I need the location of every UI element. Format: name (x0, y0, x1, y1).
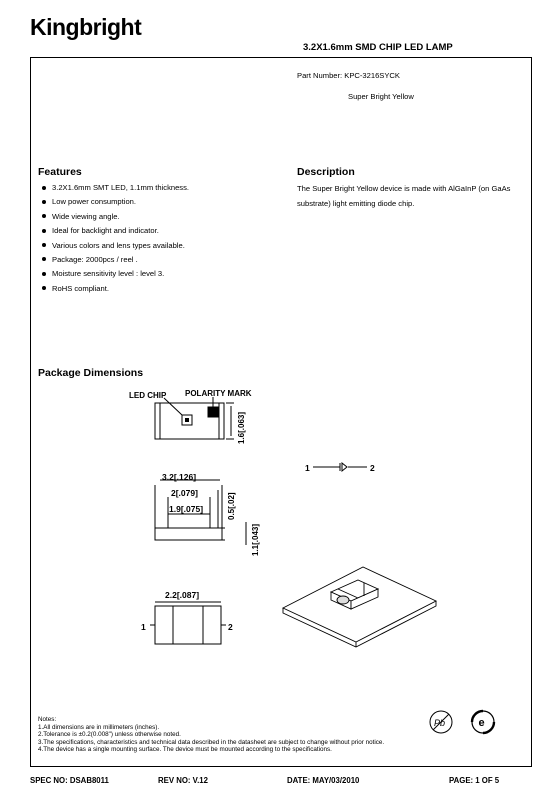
feature-item: Ideal for backlight and indicator. (42, 226, 189, 240)
thickness-label: 1.1[.043] (251, 523, 260, 556)
note-line: 2.Tolerance is ±0.2(0.008") unless otherwise noted. (38, 731, 181, 739)
circuit-symbol (313, 463, 367, 471)
description-heading: Description (297, 166, 355, 178)
top-view-drawing (155, 397, 234, 439)
features-heading: Features (38, 166, 82, 178)
description-text: The Super Bright Yellow device is made with AlGaInP (on GaAs substrate) light emitting diode chip. (297, 184, 511, 208)
document-title: 3.2X1.6mm SMD CHIP LED LAMP (303, 42, 453, 53)
width-total-label: 3.2[.126] (162, 472, 197, 482)
note-line: 3.The specifications, characteristics and technical data described in the datasheet are subject to change without prior notice. (38, 738, 385, 746)
footer-revision: REV NO: V.12 (158, 776, 208, 785)
bottom-view-drawing (150, 602, 226, 644)
package-dimensions-heading: Package Dimensions (38, 367, 144, 379)
notes-block (38, 716, 384, 754)
symbol-pin-1-label: 1 (305, 463, 310, 473)
symbol-pin-2-label: 2 (370, 463, 375, 473)
brand-logo: Kingbright (30, 14, 142, 40)
width-19mm-label: 1.9[.075] (169, 504, 204, 514)
feature-item: Package: 2000pcs / reel . (42, 255, 189, 269)
footer-date: DATE: MAY/03/2010 (287, 776, 360, 785)
pad-width-label: 2.2[.087] (165, 590, 200, 600)
rohs-icon: e (478, 717, 485, 729)
polarity-mark-label: POLARITY MARK (185, 389, 252, 398)
footer-spec-number: SPEC NO: DSAB8011 (30, 776, 109, 785)
led-chip-label: LED CHIP (129, 391, 167, 400)
feature-item: 3.2X1.6mm SMT LED, 1.1mm thickness. (42, 183, 189, 197)
note-line: 1.All dimensions are in millimeters (inches). (38, 723, 160, 731)
note-line: 4.The device has a single mounting surface. The device must be mounted according to the specifications. (38, 746, 332, 754)
pin-1-label: 1 (141, 622, 146, 632)
isometric-view-drawing (283, 567, 436, 647)
feature-item: Moisture sensitivity level : level 3. (42, 269, 189, 283)
pb-free-icon: Pb (434, 718, 446, 728)
part-color: Super Bright Yellow (348, 92, 414, 101)
feature-item: Wide viewing angle. (42, 212, 189, 226)
feature-item: RoHS compliant. (42, 284, 189, 298)
dimension-05-label: 0.5[.02] (227, 492, 236, 520)
feature-item: Various colors and lens types available. (42, 241, 189, 255)
feature-item: Low power consumption. (42, 197, 189, 211)
width-2mm-label: 2[.079] (171, 488, 198, 498)
notes-title: Notes: (38, 716, 57, 723)
part-number: Part Number: KPC-3216SYCK (297, 71, 400, 80)
height-dimension-label: 1.6[.063] (237, 411, 246, 444)
footer-page: PAGE: 1 OF 5 (449, 776, 500, 785)
pin-2-label: 2 (228, 622, 233, 632)
